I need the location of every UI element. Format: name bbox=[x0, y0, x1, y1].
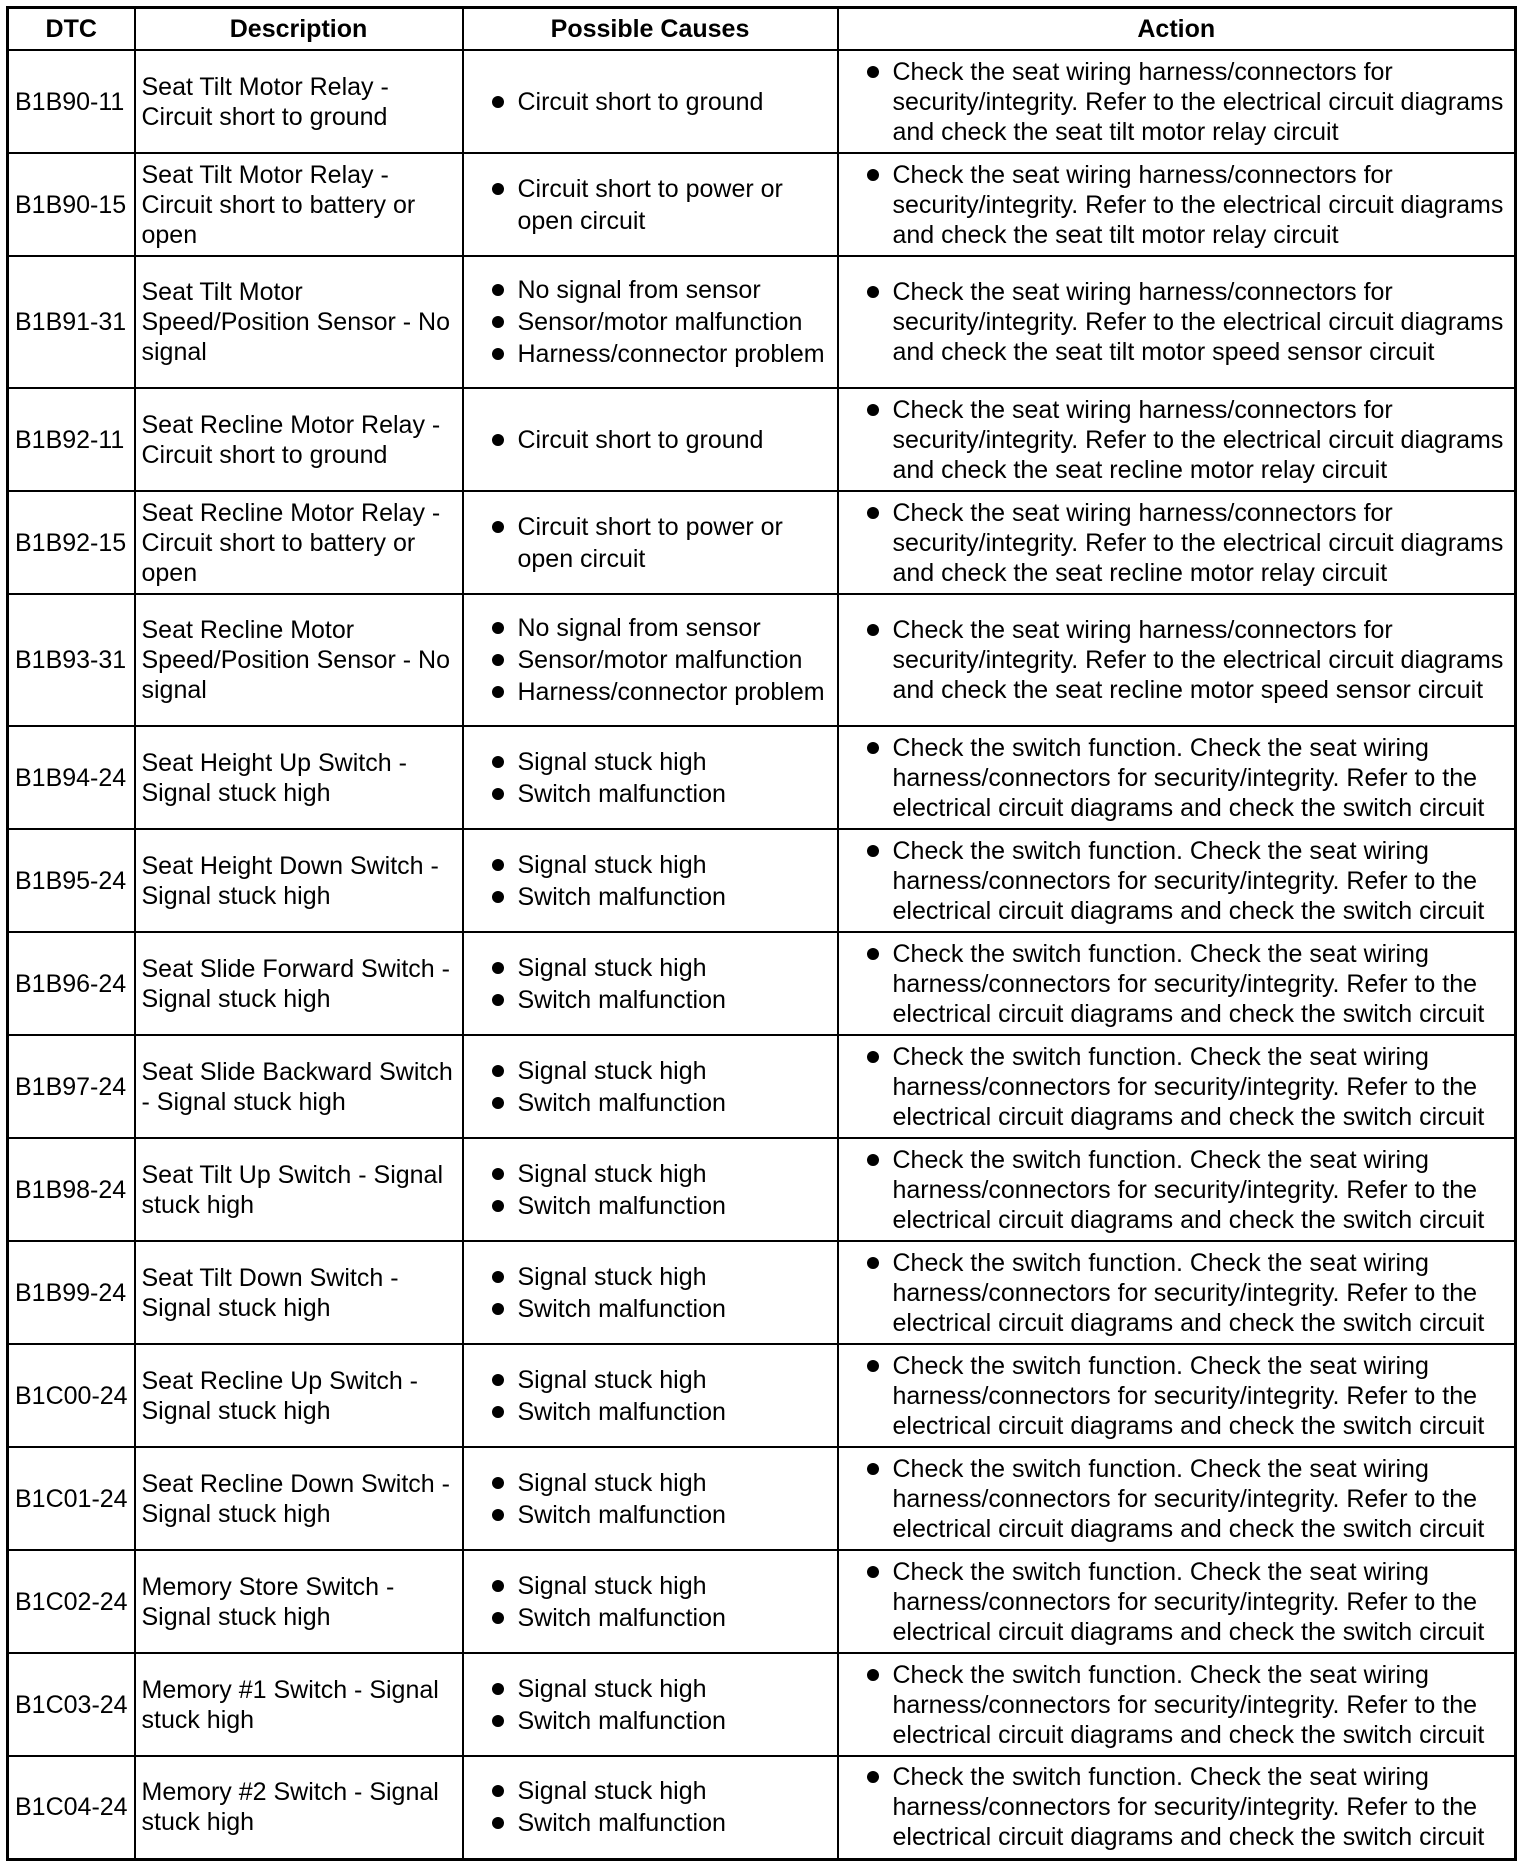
dtc-description: Seat Tilt Motor Relay - Circuit short to ground bbox=[135, 50, 463, 153]
dtc-code: B1C02-24 bbox=[8, 1550, 135, 1653]
cause-item: Switch malfunction bbox=[470, 1602, 831, 1634]
possible-causes bbox=[463, 388, 838, 491]
dtc-code: B1B93-31 bbox=[8, 594, 135, 726]
causes-list bbox=[470, 1158, 831, 1222]
dtc-code: B1B94-24 bbox=[8, 726, 135, 829]
action-text: Check the switch function. Check the seat wiring harness/connectors for security/integrity. Refer to the electrical circuit diagrams and check the switch circuit bbox=[845, 836, 1509, 926]
action-text: Check the seat wiring harness/connectors for security/integrity. Refer to the electrical circuit diagrams and check the seat tilt motor relay circuit bbox=[845, 57, 1509, 147]
possible-causes bbox=[463, 726, 838, 829]
cause-item: Signal stuck high bbox=[470, 1570, 831, 1602]
dtc-code: B1B90-15 bbox=[8, 153, 135, 256]
possible-causes bbox=[463, 829, 838, 932]
cause-item: Switch malfunction bbox=[470, 1396, 831, 1428]
dtc-code: B1B98-24 bbox=[8, 1138, 135, 1241]
action-cell bbox=[838, 1138, 1516, 1241]
cause-item: Sensor/motor malfunction bbox=[470, 306, 831, 338]
table-row bbox=[8, 1138, 1516, 1241]
causes-list bbox=[470, 1467, 831, 1531]
possible-causes bbox=[463, 1241, 838, 1344]
cause-item: Sensor/motor malfunction bbox=[470, 644, 831, 676]
header-dtc: DTC bbox=[8, 8, 135, 51]
dtc-code: B1B90-11 bbox=[8, 50, 135, 153]
dtc-description: Memory Store Switch - Signal stuck high bbox=[135, 1550, 463, 1653]
table-body bbox=[8, 50, 1516, 1859]
action-text: Check the switch function. Check the seat wiring harness/connectors for security/integrity. Refer to the electrical circuit diagrams and check the switch circuit bbox=[845, 1351, 1509, 1441]
causes-list bbox=[470, 424, 831, 456]
cause-item: Harness/connector problem bbox=[470, 338, 831, 370]
cause-item: Signal stuck high bbox=[470, 1673, 831, 1705]
possible-causes bbox=[463, 1550, 838, 1653]
cause-item: Switch malfunction bbox=[470, 984, 831, 1016]
action-text: Check the switch function. Check the seat wiring harness/connectors for security/integrity. Refer to the electrical circuit diagrams and check the switch circuit bbox=[845, 1248, 1509, 1338]
dtc-description: Seat Height Down Switch - Signal stuck high bbox=[135, 829, 463, 932]
table-row bbox=[8, 1550, 1516, 1653]
possible-causes bbox=[463, 1756, 838, 1859]
cause-item: No signal from sensor bbox=[470, 612, 831, 644]
table-row bbox=[8, 594, 1516, 726]
action-cell bbox=[838, 50, 1516, 153]
action-cell bbox=[838, 1550, 1516, 1653]
cause-item: Switch malfunction bbox=[470, 1190, 831, 1222]
action-cell bbox=[838, 491, 1516, 594]
cause-item: Circuit short to ground bbox=[470, 86, 831, 118]
dtc-code: B1B97-24 bbox=[8, 1035, 135, 1138]
table-row bbox=[8, 256, 1516, 388]
cause-item: Signal stuck high bbox=[470, 746, 831, 778]
causes-list bbox=[470, 173, 831, 237]
dtc-code: B1B99-24 bbox=[8, 1241, 135, 1344]
table-row bbox=[8, 153, 1516, 256]
dtc-description: Seat Recline Motor Relay - Circuit short to battery or open bbox=[135, 491, 463, 594]
action-text: Check the switch function. Check the seat wiring harness/connectors for security/integrity. Refer to the electrical circuit diagrams and check the switch circuit bbox=[845, 733, 1509, 823]
possible-causes bbox=[463, 50, 838, 153]
cause-item: Signal stuck high bbox=[470, 1775, 831, 1807]
dtc-description: Seat Tilt Up Switch - Signal stuck high bbox=[135, 1138, 463, 1241]
action-cell bbox=[838, 1447, 1516, 1550]
possible-causes bbox=[463, 1653, 838, 1756]
cause-item: Harness/connector problem bbox=[470, 676, 831, 708]
dtc-description: Seat Height Up Switch - Signal stuck high bbox=[135, 726, 463, 829]
possible-causes bbox=[463, 1035, 838, 1138]
action-text: Check the switch function. Check the seat wiring harness/connectors for security/integrity. Refer to the electrical circuit diagrams and check the switch circuit bbox=[845, 1660, 1509, 1750]
action-text: Check the switch function. Check the seat wiring harness/connectors for security/integrity. Refer to the electrical circuit diagrams and check the switch circuit bbox=[845, 1454, 1509, 1544]
table-row bbox=[8, 1756, 1516, 1859]
causes-list bbox=[470, 274, 831, 370]
action-text: Check the switch function. Check the seat wiring harness/connectors for security/integrity. Refer to the electrical circuit diagrams and check the switch circuit bbox=[845, 939, 1509, 1029]
cause-item: Circuit short to power or open circuit bbox=[470, 511, 831, 575]
cause-item: Switch malfunction bbox=[470, 1807, 831, 1839]
action-cell bbox=[838, 1241, 1516, 1344]
causes-list bbox=[470, 1673, 831, 1737]
action-cell bbox=[838, 1756, 1516, 1859]
cause-item: Signal stuck high bbox=[470, 1158, 831, 1190]
action-cell bbox=[838, 256, 1516, 388]
causes-list bbox=[470, 1261, 831, 1325]
action-cell bbox=[838, 388, 1516, 491]
dtc-code: B1C01-24 bbox=[8, 1447, 135, 1550]
dtc-code: B1B92-15 bbox=[8, 491, 135, 594]
cause-item: Switch malfunction bbox=[470, 881, 831, 913]
cause-item: Signal stuck high bbox=[470, 1467, 831, 1499]
action-cell bbox=[838, 726, 1516, 829]
table-header-row bbox=[8, 8, 1516, 51]
cause-item: Switch malfunction bbox=[470, 778, 831, 810]
action-text: Check the seat wiring harness/connectors for security/integrity. Refer to the electrical circuit diagrams and check the seat tilt motor relay circuit bbox=[845, 160, 1509, 250]
possible-causes bbox=[463, 153, 838, 256]
action-text: Check the seat wiring harness/connectors for security/integrity. Refer to the electrical circuit diagrams and check the seat recline motor relay circuit bbox=[845, 395, 1509, 485]
table-row bbox=[8, 1447, 1516, 1550]
cause-item: Switch malfunction bbox=[470, 1087, 831, 1119]
table-row bbox=[8, 50, 1516, 153]
dtc-description: Seat Tilt Motor Speed/Position Sensor - No signal bbox=[135, 256, 463, 388]
causes-list bbox=[470, 86, 831, 118]
table-row bbox=[8, 388, 1516, 491]
table-row bbox=[8, 491, 1516, 594]
cause-item: Switch malfunction bbox=[470, 1705, 831, 1737]
table-row bbox=[8, 1035, 1516, 1138]
dtc-code: B1C04-24 bbox=[8, 1756, 135, 1859]
table-row bbox=[8, 829, 1516, 932]
cause-item: Signal stuck high bbox=[470, 952, 831, 984]
action-cell bbox=[838, 829, 1516, 932]
causes-list bbox=[470, 952, 831, 1016]
possible-causes bbox=[463, 491, 838, 594]
action-cell bbox=[838, 594, 1516, 726]
action-text: Check the switch function. Check the seat wiring harness/connectors for security/integrity. Refer to the electrical circuit diagrams and check the switch circuit bbox=[845, 1145, 1509, 1235]
dtc-description: Seat Slide Backward Switch - Signal stuck high bbox=[135, 1035, 463, 1138]
dtc-code: B1B96-24 bbox=[8, 932, 135, 1035]
table-row bbox=[8, 932, 1516, 1035]
action-text: Check the seat wiring harness/connectors for security/integrity. Refer to the electrical circuit diagrams and check the seat tilt motor speed sensor circuit bbox=[845, 277, 1509, 367]
causes-list bbox=[470, 1775, 831, 1839]
dtc-description: Seat Recline Down Switch - Signal stuck high bbox=[135, 1447, 463, 1550]
table-row bbox=[8, 726, 1516, 829]
dtc-description: Seat Recline Motor Speed/Position Sensor - No signal bbox=[135, 594, 463, 726]
action-text: Check the switch function. Check the seat wiring harness/connectors for security/integrity. Refer to the electrical circuit diagrams and check the switch circuit bbox=[845, 1042, 1509, 1132]
cause-item: Switch malfunction bbox=[470, 1293, 831, 1325]
dtc-description: Seat Recline Motor Relay - Circuit short to ground bbox=[135, 388, 463, 491]
cause-item: Signal stuck high bbox=[470, 1055, 831, 1087]
dtc-code: B1C00-24 bbox=[8, 1344, 135, 1447]
causes-list bbox=[470, 612, 831, 708]
dtc-description: Seat Tilt Motor Relay - Circuit short to battery or open bbox=[135, 153, 463, 256]
cause-item: Circuit short to power or open circuit bbox=[470, 173, 831, 237]
header-action: Action bbox=[838, 8, 1516, 51]
dtc-description: Seat Tilt Down Switch - Signal stuck high bbox=[135, 1241, 463, 1344]
dtc-description: Seat Recline Up Switch - Signal stuck high bbox=[135, 1344, 463, 1447]
action-cell bbox=[838, 1035, 1516, 1138]
possible-causes bbox=[463, 1138, 838, 1241]
table-row bbox=[8, 1241, 1516, 1344]
cause-item: No signal from sensor bbox=[470, 274, 831, 306]
action-cell bbox=[838, 1344, 1516, 1447]
dtc-table bbox=[6, 6, 1517, 1861]
action-text: Check the seat wiring harness/connectors for security/integrity. Refer to the electrical circuit diagrams and check the seat recline motor speed sensor circuit bbox=[845, 615, 1509, 705]
action-text: Check the switch function. Check the seat wiring harness/connectors for security/integrity. Refer to the electrical circuit diagrams and check the switch circuit bbox=[845, 1762, 1509, 1852]
causes-list bbox=[470, 1364, 831, 1428]
cause-item: Signal stuck high bbox=[470, 1261, 831, 1293]
cause-item: Signal stuck high bbox=[470, 1364, 831, 1396]
cause-item: Circuit short to ground bbox=[470, 424, 831, 456]
action-cell bbox=[838, 153, 1516, 256]
possible-causes bbox=[463, 594, 838, 726]
dtc-description: Seat Slide Forward Switch - Signal stuck high bbox=[135, 932, 463, 1035]
causes-list bbox=[470, 746, 831, 810]
cause-item: Switch malfunction bbox=[470, 1499, 831, 1531]
cause-item: Signal stuck high bbox=[470, 849, 831, 881]
header-possible-causes: Possible Causes bbox=[463, 8, 838, 51]
action-text: Check the switch function. Check the seat wiring harness/connectors for security/integrity. Refer to the electrical circuit diagrams and check the switch circuit bbox=[845, 1557, 1509, 1647]
causes-list bbox=[470, 1055, 831, 1119]
dtc-code: B1B91-31 bbox=[8, 256, 135, 388]
causes-list bbox=[470, 849, 831, 913]
possible-causes bbox=[463, 932, 838, 1035]
possible-causes bbox=[463, 1447, 838, 1550]
causes-list bbox=[470, 1570, 831, 1634]
action-cell bbox=[838, 1653, 1516, 1756]
dtc-description: Memory #1 Switch - Signal stuck high bbox=[135, 1653, 463, 1756]
table-row bbox=[8, 1653, 1516, 1756]
possible-causes bbox=[463, 1344, 838, 1447]
dtc-code: B1B92-11 bbox=[8, 388, 135, 491]
table-row bbox=[8, 1344, 1516, 1447]
action-cell bbox=[838, 932, 1516, 1035]
causes-list bbox=[470, 511, 831, 575]
possible-causes bbox=[463, 256, 838, 388]
dtc-code: B1C03-24 bbox=[8, 1653, 135, 1756]
action-text: Check the seat wiring harness/connectors for security/integrity. Refer to the electrical circuit diagrams and check the seat recline motor relay circuit bbox=[845, 498, 1509, 588]
dtc-description: Memory #2 Switch - Signal stuck high bbox=[135, 1756, 463, 1859]
header-description: Description bbox=[135, 8, 463, 51]
dtc-code: B1B95-24 bbox=[8, 829, 135, 932]
